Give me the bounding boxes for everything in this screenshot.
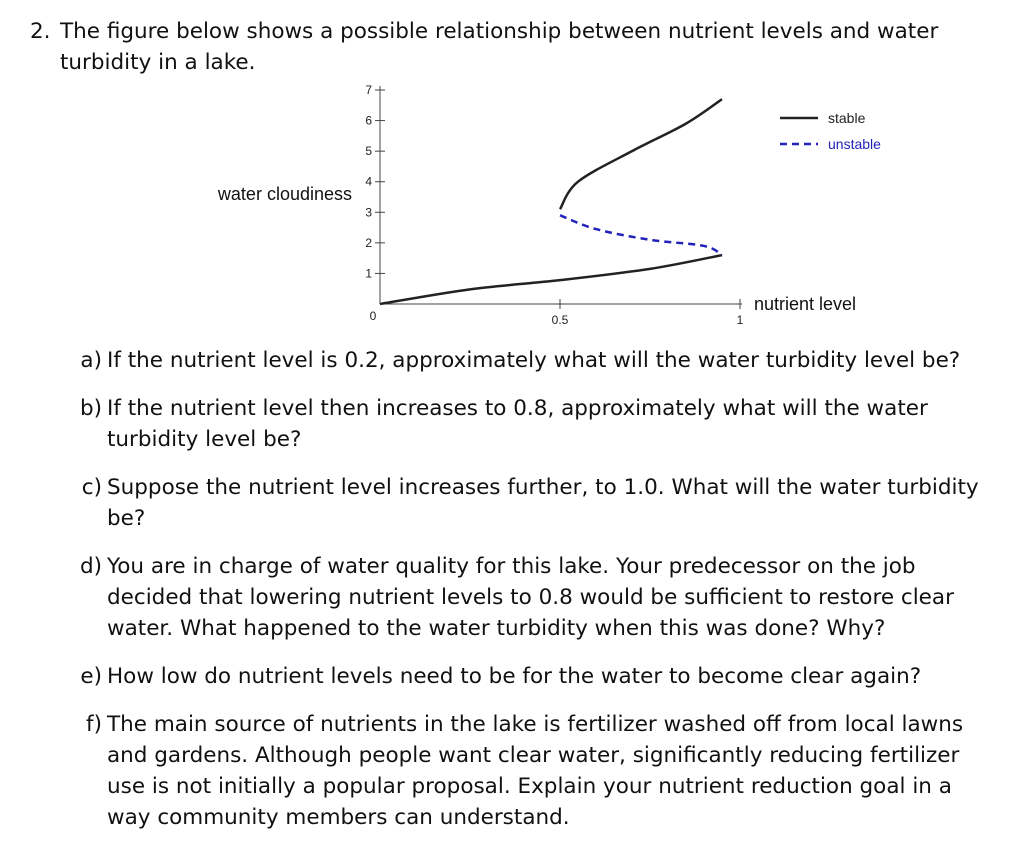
y-tick-label: 3 bbox=[365, 205, 372, 220]
x-tick-label: 1 bbox=[736, 313, 744, 327]
legend-label-unstable: unstable bbox=[828, 136, 881, 152]
y-tick-label: 7 bbox=[365, 83, 372, 97]
x-tick-label: 0.5 bbox=[551, 313, 569, 327]
chart bbox=[190, 82, 910, 332]
question-number: 2. bbox=[30, 19, 51, 44]
part-letter: b) bbox=[79, 396, 102, 421]
series-line-unstable-1 bbox=[560, 215, 722, 255]
part-e bbox=[70, 661, 995, 692]
part-text: If the nutrient level then increases to 0.8, approximately what will the water turbidity level be? bbox=[107, 396, 928, 452]
part-a bbox=[70, 345, 995, 376]
part-f bbox=[70, 709, 995, 833]
question-parts bbox=[70, 345, 995, 850]
part-d bbox=[70, 551, 995, 644]
part-letter: f) bbox=[86, 712, 102, 737]
x-axis-label: nutrient level bbox=[754, 294, 857, 314]
question-2 bbox=[30, 16, 995, 78]
origin-label: 0 bbox=[369, 309, 377, 323]
y-tick-label: 4 bbox=[365, 174, 372, 189]
series-line-stable-2 bbox=[560, 99, 722, 209]
part-letter: c) bbox=[81, 475, 102, 500]
part-letter: d) bbox=[79, 554, 102, 579]
part-text: If the nutrient level is 0.2, approximately what will the water turbidity level be? bbox=[107, 348, 961, 373]
y-axis-label: water cloudiness bbox=[217, 183, 352, 204]
y-tick-label: 5 bbox=[365, 144, 372, 159]
legend-label-stable: stable bbox=[828, 110, 866, 126]
part-text: You are in charge of water quality for this lake. Your predecessor on the job decided that lowering nutrient levels to 0.8 would be sufficient to restore clear water. What happened to the water turbidity when this was done? Why? bbox=[107, 554, 954, 641]
part-text: How low do nutrient levels need to be for the water to become clear again? bbox=[107, 664, 922, 689]
y-tick-label: 2 bbox=[365, 235, 372, 250]
part-c bbox=[70, 472, 995, 534]
part-text: Suppose the nutrient level increases further, to 1.0. What will the water turbidity be? bbox=[107, 475, 979, 531]
part-text: The main source of nutrients in the lake is fertilizer washed off from local lawns and gardens. Although people want clear water, significantly reducing fertilizer use is not initially a popular proposal. Explain your nutrient reduction goal in a way community members can understand. bbox=[107, 712, 964, 830]
y-tick-label: 1 bbox=[365, 266, 372, 281]
y-tick-label: 6 bbox=[365, 113, 372, 128]
part-letter: e) bbox=[80, 664, 102, 689]
part-b bbox=[70, 393, 995, 455]
series-line-stable-0 bbox=[380, 255, 722, 304]
question-prompt: The figure below shows a possible relationship between nutrient levels and water turbidity in a lake. bbox=[60, 19, 939, 75]
bistability-figure bbox=[190, 82, 910, 332]
part-letter: a) bbox=[80, 348, 102, 373]
